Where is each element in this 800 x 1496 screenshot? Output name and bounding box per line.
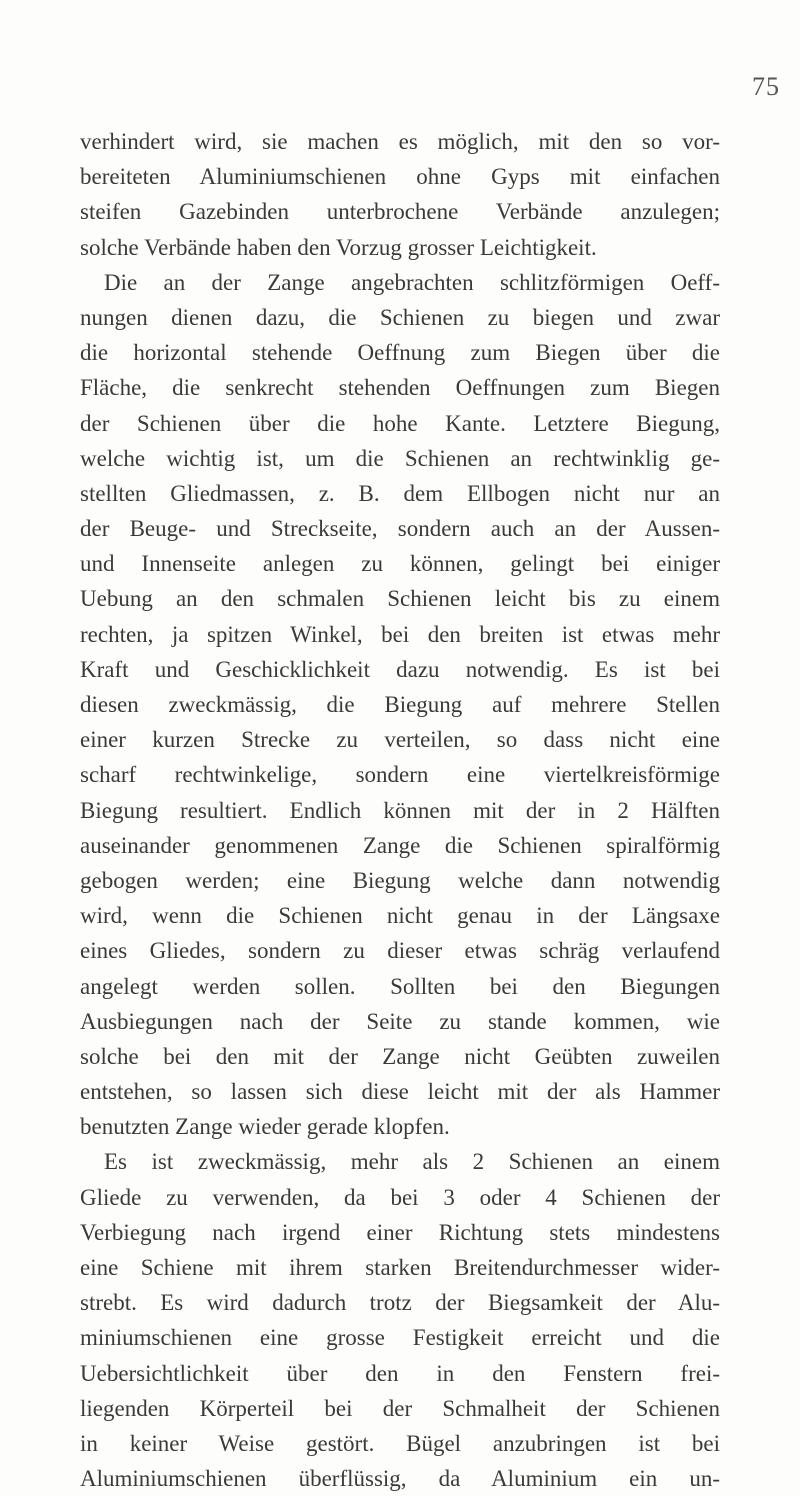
text-line: nungen dienen dazu, die Schienen zu biegen und zwar <box>80 304 720 330</box>
body-text <box>80 124 720 1496</box>
text-line: Ausbiegungen nach der Seite zu stande kommen, wie <box>80 1008 720 1034</box>
paragraph <box>80 1144 720 1496</box>
text-line: benutzten Zange wieder gerade klopfen. <box>80 1114 450 1140</box>
text-line: Kraft und Geschicklichkeit dazu notwendig. Es ist bei <box>80 656 720 682</box>
text-line: eines Gliedes, sondern zu dieser etwas schräg verlaufend <box>80 938 720 964</box>
paragraph <box>80 124 720 265</box>
text-line: Biegung resultiert. Endlich können mit der in 2 Hälften <box>80 797 720 823</box>
text-line: strebt. Es wird dadurch trotz der Biegsamkeit der Alu- <box>80 1290 720 1316</box>
text-line: solche Verbände haben den Vorzug grosser Leichtigkeit. <box>80 234 597 260</box>
text-line: Aluminiumschienen überflüssig, da Aluminium ein un- <box>80 1466 720 1492</box>
page-number: 75 <box>752 72 780 101</box>
text-line: wird, wenn die Schienen nicht genau in der Längsaxe <box>80 903 720 929</box>
text-line: angelegt werden sollen. Sollten bei den Biegungen <box>80 973 720 999</box>
text-line: einer kurzen Strecke zu verteilen, so dass nicht eine <box>80 727 720 753</box>
text-line: steifen Gazebinden unterbrochene Verbände anzulegen; <box>80 199 720 225</box>
text-line: Gliede zu verwenden, da bei 3 oder 4 Schienen der <box>80 1184 720 1210</box>
text-line: auseinander genommenen Zange die Schienen spiralförmig <box>80 832 720 858</box>
text-line: Uebung an den schmalen Schienen leicht bis zu einem <box>80 586 720 612</box>
text-line: eine Schiene mit ihrem starken Breitendurchmesser wider- <box>80 1255 720 1280</box>
text-line: stellten Gliedmassen, z. B. dem Ellbogen nicht nur an <box>80 480 720 506</box>
text-line: scharf rechtwinkelige, sondern eine viertelkreisförmige <box>80 762 720 788</box>
text-line: Fläche, die senkrecht stehenden Oeffnungen zum Biegen <box>80 375 720 401</box>
text-line: und Innenseite anlegen zu können, gelingt bei einiger <box>80 551 720 577</box>
text-line: solche bei den mit der Zange nicht Geübten zuweilen <box>80 1043 720 1069</box>
text-line: bereiteten Aluminiumschienen ohne Gyps mit einfachen <box>80 164 720 190</box>
text-line: der Schienen über die hohe Kante. Letztere Biegung, <box>80 410 720 436</box>
paragraph <box>80 265 720 1145</box>
text-line: in keiner Weise gestört. Bügel anzubringen ist bei <box>80 1430 720 1456</box>
text-line: liegenden Körperteil bei der Schmalheit der Schienen <box>80 1395 720 1421</box>
text-line: Verbiegung nach irgend einer Richtung stets mindestens <box>80 1219 720 1245</box>
text-line: die horizontal stehende Oeffnung zum Biegen über die <box>80 340 720 366</box>
text-line: gebogen werden; eine Biegung welche dann notwendig <box>80 867 720 893</box>
text-line: diesen zweckmässig, die Biegung auf mehrere Stellen <box>80 692 720 717</box>
text-line: rechten, ja spitzen Winkel, bei den breiten ist etwas mehr <box>80 621 720 647</box>
text-line: Es ist zweckmässig, mehr als 2 Schienen an einem <box>104 1149 720 1175</box>
text-line: verhindert wird, sie machen es möglich, mit den so vor- <box>80 129 720 154</box>
text-line: entstehen, so lassen sich diese leicht mit der als Hammer <box>80 1079 720 1105</box>
text-line: Uebersichtlichkeit über den in den Fenstern frei- <box>80 1360 720 1386</box>
text-line: miniumschienen eine grosse Festigkeit erreicht und die <box>80 1325 720 1351</box>
text-line: welche wichtig ist, um die Schienen an rechtwinklig ge- <box>80 445 720 471</box>
text-line: der Beuge- und Streckseite, sondern auch an der Aussen- <box>80 516 720 542</box>
text-line: Die an der Zange angebrachten schlitzförmigen Oeff- <box>104 269 720 295</box>
